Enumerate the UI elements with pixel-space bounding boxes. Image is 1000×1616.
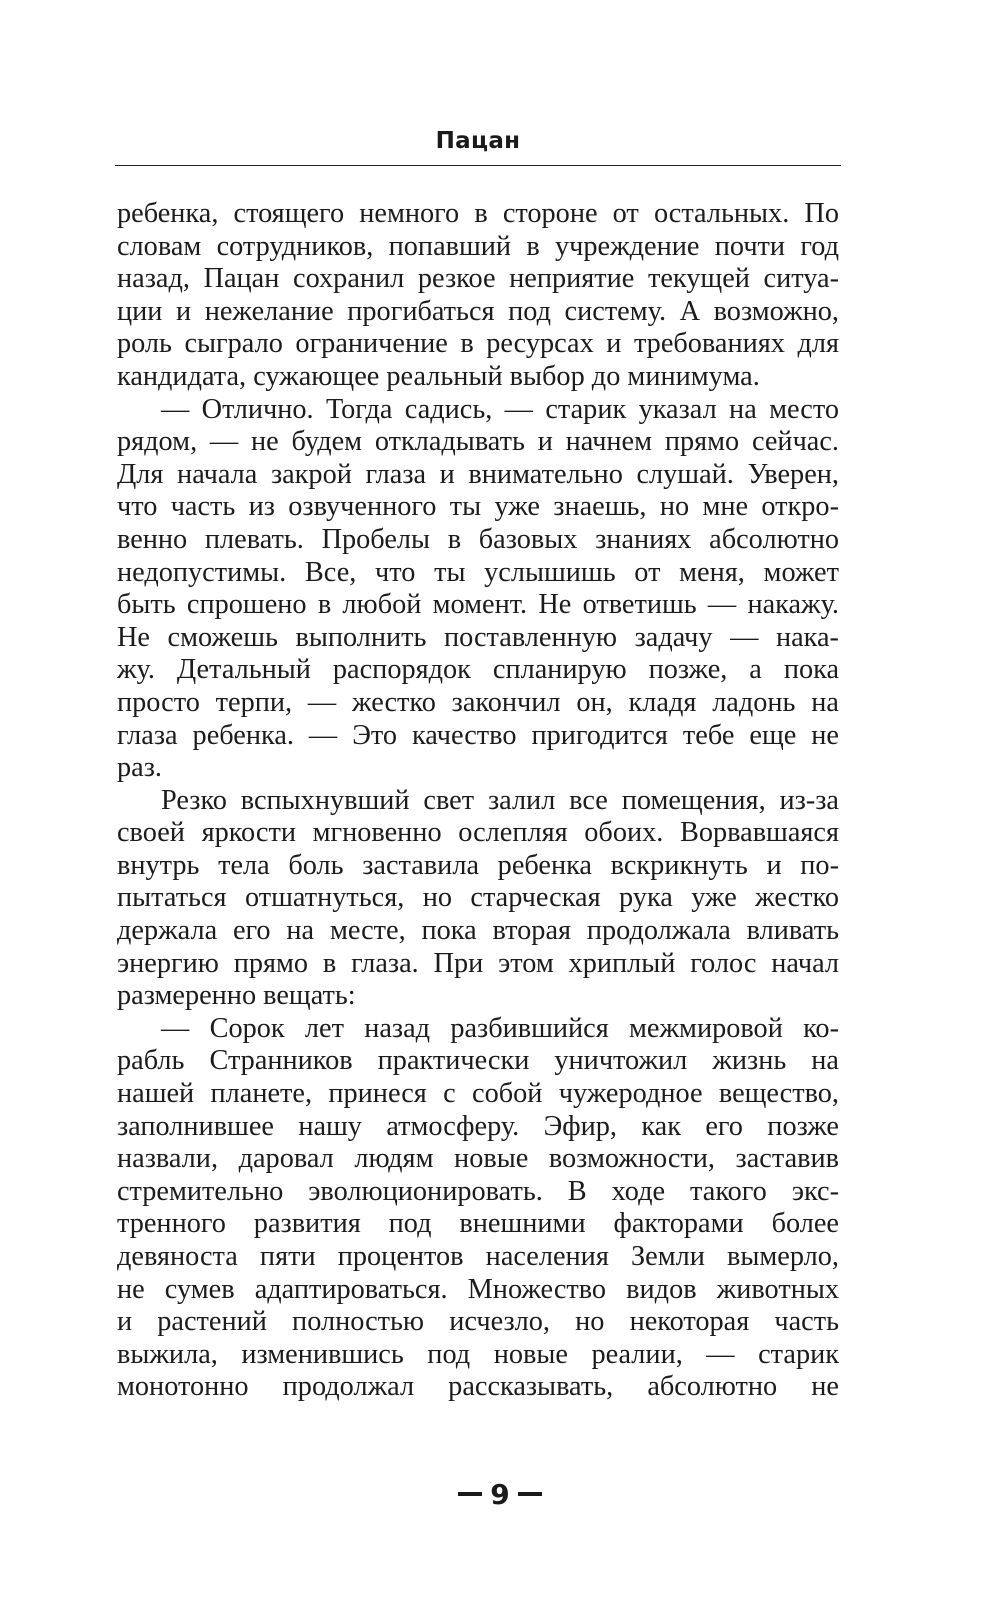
text-line: энергию прямо в глаза. При этом хриплый голос начал [117,947,839,979]
text-line: назад, Пацан сохранил резкое неприятие текущей ситуа- [117,263,839,295]
text-line: пытаться отшатнуться, но старческая рука уже жестко [117,882,839,914]
text-line: нашей планете, принеся с собой чужеродное вещество, [117,1078,839,1110]
text-line: жу. Детальный распорядок спланирую позже, а пока [117,654,839,686]
text-line: рабль Странников практически уничтожил жизнь на [117,1045,839,1077]
text-line: назвали, даровал людям новые возможности, заставив [117,1143,839,1175]
text-line: девяноста пяти процентов населения Земли вымерло, [117,1241,839,1272]
body-text [117,198,839,1404]
text-line: недопустимы. Все, что ты услышишь от меня, может [117,556,839,588]
folio-dash-right [518,1492,542,1496]
text-line: держала его на месте, пока вторая продолжала вливать [117,915,839,947]
header-rule [115,165,841,166]
text-line: тренного развития под внешними факторами более [117,1208,839,1240]
text-line: своей яркости мгновенно ослепляя обоих. Ворвавшаяся [117,817,839,849]
text-line: словам сотрудников, попавший в учреждение почти год [117,230,839,262]
text-line: быть спрошено в любой момент. Не ответишь — накажу. [117,589,839,621]
text-line: венно плевать. Пробелы в базовых знаниях абсолютно [117,523,839,555]
text-line: Для начала закрой глаза и внимательно слушай. Уверен, [117,458,839,490]
text-line: просто терпи, — жестко закончил он, кладя ладонь на [117,686,839,718]
text-line: Не сможешь выполнить поставленную задачу — нака- [117,621,839,653]
text-line: размеренно вещать: [117,980,356,1012]
text-line: рядом, — не будем откладывать и начнем прямо сейчас. [117,426,839,458]
text-line: Резко вспыхнувший свет залил все помещения, из-за [161,784,839,816]
text-line: внутрь тела боль заставила ребенка вскрикнуть и по- [117,849,839,881]
text-line: роль сыграло ограничение в ресурсах и требованиях для [117,328,839,360]
text-line: и растений полностью исчезло, но некоторая часть [117,1306,839,1338]
text-line: что часть из озвученного ты уже знаешь, но мне откро- [117,491,839,523]
text-line: не сумев адаптироваться. Множество видов животных [117,1273,839,1305]
text-line: — Сорок лет назад разбившийся межмировой ко- [161,1012,839,1044]
page-number: 9 [490,1478,510,1511]
running-head-title: Пацан [435,128,521,154]
text-line: кандидата, сужающее реальный выбор до минимума. [117,360,760,392]
text-line: монотонно продолжал рассказывать, абсолютно не [117,1371,839,1403]
text-line: выжила, изменившись под новые реалии, — старик [117,1338,839,1370]
text-line: глаза ребенка. — Это качество пригодится тебе еще не [117,719,839,751]
page-number-footer [0,1478,1000,1511]
text-line: — Отлично. Тогда садись, — старик указал на место [161,393,839,425]
text-line: раз. [117,752,162,784]
text-line: стремительно эволюционировать. В ходе такого экс- [117,1175,839,1207]
text-line: ции и нежелание прогибаться под систему. А возможно, [117,295,839,327]
text-line: заполнившее нашу атмосферу. Эфир, как его позже [117,1110,839,1142]
folio-dash-left [458,1492,482,1496]
text-line: ребенка, стоящего немного в стороне от остальных. По [117,198,839,229]
